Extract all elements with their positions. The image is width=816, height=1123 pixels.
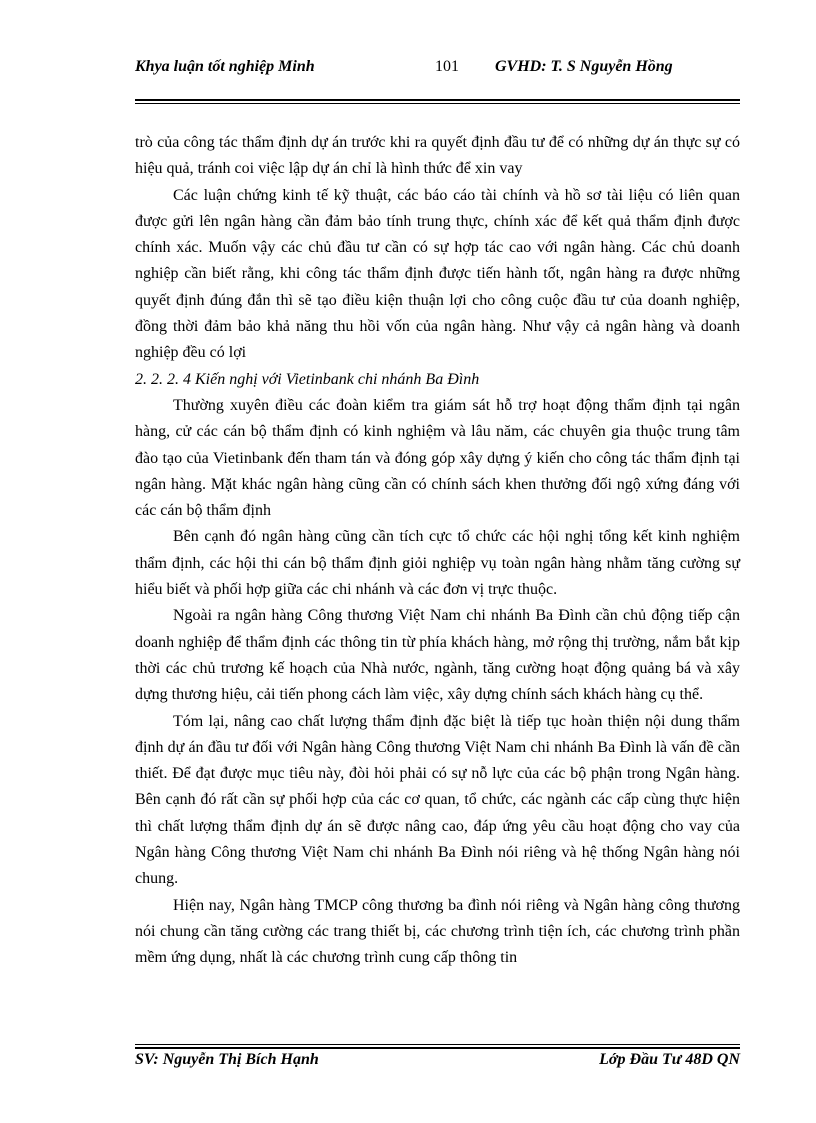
- paragraph: Thường xuyên điều các đoàn kiểm tra giám sát hỗ trợ hoạt động thẩm định tại ngân hàng, cử các cán bộ thẩm định có kinh nghiệm và lâu năm, các chuyên gia thuộc trung tâm đào tạo của Vietinbank đến tham tán và đóng góp xây dựng ý kiến cho công tác thẩm định tại ngân hàng. Mặt khác ngân hàng cũng cần có chính sách khen thưởng đối ngộ xứng đáng với các cán bộ thẩm định: [135, 396, 740, 520]
- page-number: 101: [435, 58, 459, 75]
- advisor-name: GVHD: T. S Nguyễn Hồng: [495, 58, 673, 75]
- paragraph: trò của công tác thẩm định dự án trước khi ra quyết định đầu tư để có những dự án thực sự có hiệu quả, tránh coi việc lập dự án chỉ là hình thức để xin vay: [135, 134, 740, 178]
- paragraph: Hiện nay, Ngân hàng TMCP công thương ba đình nói riêng và Ngân hàng công thương nói chung cần tăng cường các trang thiết bị, các chương trình tiện ích, các chương trình phần mềm ứng dụng, nhất là các chương trình cung cấp thông tin: [135, 896, 740, 967]
- page-footer: [135, 1049, 740, 1071]
- footer-rule-thin: [135, 1044, 740, 1045]
- paragraph: Các luận chứng kinh tế kỹ thuật, các báo cáo tài chính và hồ sơ tài liệu có liên quan được gửi lên ngân hàng cần đảm bảo tính trung thực, chính xác để kết quả thẩm định được chính xác. Muốn vậy các chủ đầu tư cần có sự hợp tác cao với ngân hàng. Các chủ doanh nghiệp cần biết rằng, khi công tác thẩm định được tiến hành tốt, ngân hàng ra được những quyết định đúng đắn thì sẽ tạo điều kiện thuận lợi cho công cuộc đầu tư của doanh nghiệp, đồng thời đảm bảo khả năng thu hồi vốn của ngân hàng. Như vậy cả ngân hàng và doanh nghiệp đều có lợi: [135, 186, 740, 362]
- thesis-title: Khya luận tốt nghiệp Minh: [135, 58, 315, 75]
- section-heading: 2. 2. 2. 4 Kiến nghị với Vietinbank chi nhánh Ba Đình: [135, 370, 480, 388]
- paragraph: Bên cạnh đó ngân hàng cũng cần tích cực tổ chức các hội nghị tổng kết kinh nghiệm thẩm định, các hội thi cán bộ thẩm định giỏi nghiệp vụ toàn ngân hàng nhằm tăng cường sự hiểu biết và phối hợp giữa các chi nhánh và các đơn vị trực thuộc.: [135, 528, 740, 599]
- paragraph: Ngoài ra ngân hàng Công thương Việt Nam chi nhánh Ba Đình cần chủ động tiếp cận doanh nghiệp để thẩm định các thông tin từ phía khách hàng, mở rộng thị trường, nắm bắt kịp thời các chủ trương kế hoạch của Nhà nước, ngành, tăng cường hoạt động quảng bá và xây dựng thương hiệu, cải tiến phong cách làm việc, xây dựng chính sách khách hàng cụ thể.: [135, 607, 740, 704]
- page-body: [135, 130, 740, 972]
- student-name: SV: Nguyễn Thị Bích Hạnh: [135, 1051, 319, 1068]
- class-name: Lớp Đầu Tư 48D QN: [599, 1051, 740, 1068]
- paragraph: Tóm lại, nâng cao chất lượng thẩm định đặc biệt là tiếp tục hoàn thiện nội dung thẩm định dự án đầu tư đối với Ngân hàng Công thương Việt Nam chi nhánh Ba Đình là vấn đề cần thiết. Để đạt được mục tiêu này, đòi hỏi phải có sự nỗ lực của các bộ phận trong Ngân hàng. Bên cạnh đó rất cần sự phối hợp của các cơ quan, tổ chức, các ngành các cấp cùng thực hiện thì chất lượng thẩm định dự án sẽ được nâng cao, đáp ứng yêu cầu hoạt động cho vay của Ngân hàng Công thương Việt Nam chi nhánh Ba Đình nói riêng và hệ thống Ngân hàng nói chung.: [135, 712, 740, 888]
- header-rule: [135, 99, 740, 101]
- page-header: [135, 56, 740, 100]
- header-rule-thin: [135, 103, 740, 104]
